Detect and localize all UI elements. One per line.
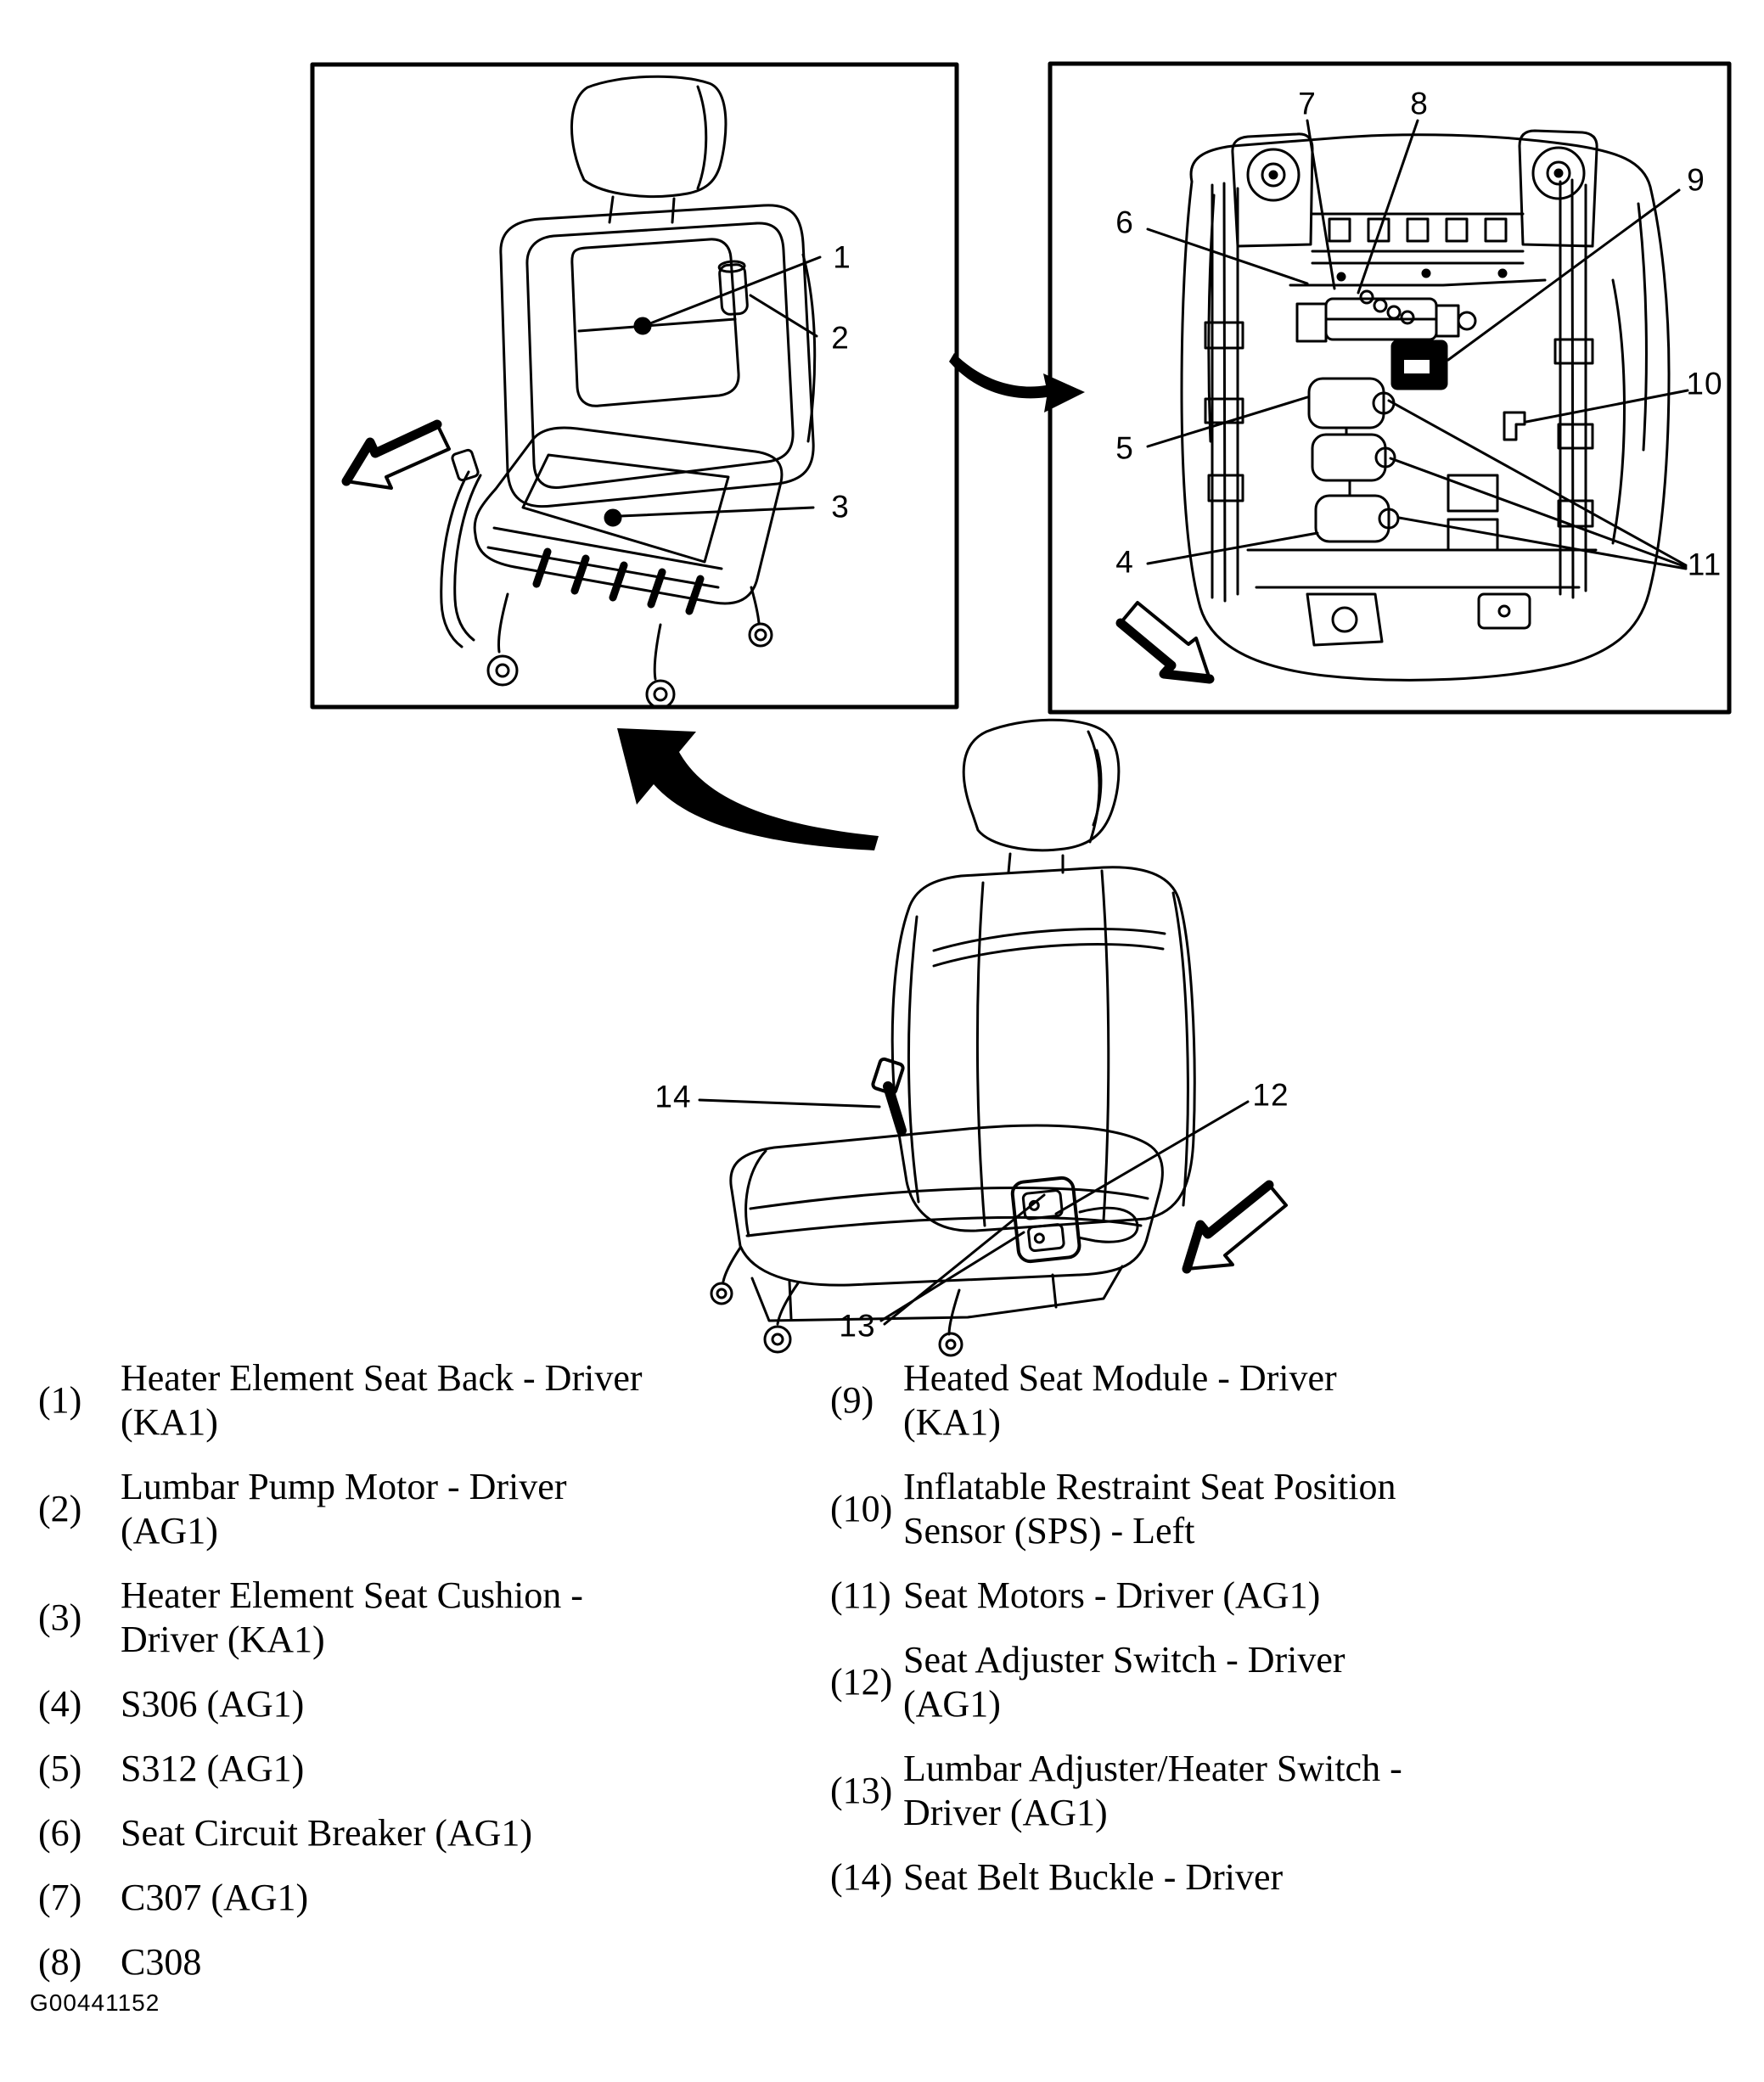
- legend-item-14: [830, 1855, 1747, 1900]
- legend-item-line: Heater Element Seat Cushion -: [121, 1574, 583, 1616]
- rotate-view-arrow-icon: [949, 353, 1085, 412]
- legend-column-left: [38, 1356, 802, 1984]
- legend-item-2: [38, 1465, 802, 1553]
- callout-11: 11: [1687, 547, 1722, 582]
- legend-item-number: (7): [38, 1877, 82, 1918]
- legend-item-number: (6): [38, 1812, 82, 1854]
- legend-item-line: Driver (KA1): [121, 1619, 325, 1660]
- legend-item-line: Heated Seat Module - Driver: [903, 1357, 1337, 1399]
- legend-item-6: [38, 1811, 802, 1855]
- detail-box-seat-frame: [312, 65, 957, 707]
- callout-4: 4: [1115, 544, 1134, 580]
- legend-item-number: (8): [38, 1941, 82, 1983]
- direction-arrow-icon: [1187, 1185, 1286, 1269]
- legend-item-line: (AG1): [121, 1510, 218, 1552]
- callout-5: 5: [1115, 430, 1134, 466]
- legend-item-11: [830, 1574, 1747, 1618]
- legend-item-5: [38, 1747, 802, 1791]
- callout-10: 10: [1686, 366, 1723, 401]
- legend-item-10: [830, 1465, 1747, 1553]
- legend-item-line: (KA1): [903, 1401, 1001, 1443]
- legend-item-line: Driver (AG1): [903, 1792, 1108, 1833]
- legend-item-line: Sensor (SPS) - Left: [903, 1510, 1195, 1552]
- legend-item-13: [830, 1747, 1747, 1835]
- callout-8: 8: [1410, 86, 1429, 121]
- legend-item-line: Lumbar Adjuster/Heater Switch -: [903, 1748, 1402, 1789]
- legend-item-number: (1): [38, 1379, 82, 1421]
- legend-item-line: Seat Adjuster Switch - Driver: [903, 1639, 1345, 1681]
- callout-9: 9: [1687, 162, 1705, 198]
- figure-id: G00441152: [30, 1989, 160, 2016]
- legend-item-number: (12): [830, 1661, 893, 1703]
- legend-item-9: [830, 1356, 1747, 1445]
- legend-item-3: [38, 1574, 802, 1662]
- legend-item-line: Seat Circuit Breaker (AG1): [121, 1812, 533, 1854]
- legend-item-8: [38, 1940, 802, 1984]
- legend-item-number: (11): [830, 1574, 891, 1616]
- legend-item-line: C308: [121, 1941, 202, 1983]
- legend-item-number: (5): [38, 1748, 82, 1789]
- legend-item-number: (4): [38, 1683, 82, 1725]
- callout-3-target-dot: [605, 510, 621, 525]
- callout-1-target-dot: [635, 318, 650, 334]
- legend-item-1: [38, 1356, 802, 1445]
- legend-item-7: [38, 1876, 802, 1920]
- callout-1: 1: [833, 239, 851, 275]
- legend-item-line: S306 (AG1): [121, 1683, 305, 1725]
- callout-14: 14: [654, 1079, 692, 1114]
- legend-item-number: (3): [38, 1597, 82, 1638]
- legend-item-number: (13): [830, 1770, 893, 1811]
- legend-item-4: [38, 1682, 802, 1726]
- legend-item-number: (14): [830, 1856, 893, 1898]
- callout-13: 13: [839, 1308, 876, 1344]
- direction-arrow-icon: [346, 424, 449, 488]
- legend-item-number: (2): [38, 1488, 82, 1529]
- legend-item-line: Seat Motors - Driver (AG1): [903, 1574, 1321, 1616]
- callout-3: 3: [831, 489, 850, 525]
- legend-item-line: (AG1): [903, 1683, 1001, 1725]
- legend-item-line: Lumbar Pump Motor - Driver: [121, 1466, 567, 1507]
- callout-7: 7: [1298, 86, 1317, 121]
- legend-item-line: (KA1): [121, 1401, 218, 1443]
- seat-frame-drawing: [441, 76, 815, 708]
- legend-item-12: [830, 1638, 1747, 1726]
- legend-item-line: S312 (AG1): [121, 1748, 305, 1789]
- legend-item-line: Heater Element Seat Back - Driver: [121, 1357, 643, 1399]
- seat-underside-drawing: [1182, 131, 1669, 680]
- callout-6: 6: [1115, 205, 1134, 240]
- legend-item-line: Inflatable Restraint Seat Position: [903, 1466, 1396, 1507]
- direction-arrow-icon: [1121, 603, 1210, 679]
- legend-item-number: (9): [830, 1379, 874, 1421]
- callout-2: 2: [831, 320, 850, 356]
- detail-view-arrow-icon: [617, 728, 879, 850]
- legend-column-right: [830, 1356, 1747, 1900]
- legend-item-line: Seat Belt Buckle - Driver: [903, 1856, 1284, 1898]
- legend-item-number: (10): [830, 1488, 893, 1529]
- legend-item-line: C307 (AG1): [121, 1877, 309, 1918]
- complete-seat-drawing: [711, 720, 1194, 1355]
- callout-12: 12: [1252, 1077, 1289, 1113]
